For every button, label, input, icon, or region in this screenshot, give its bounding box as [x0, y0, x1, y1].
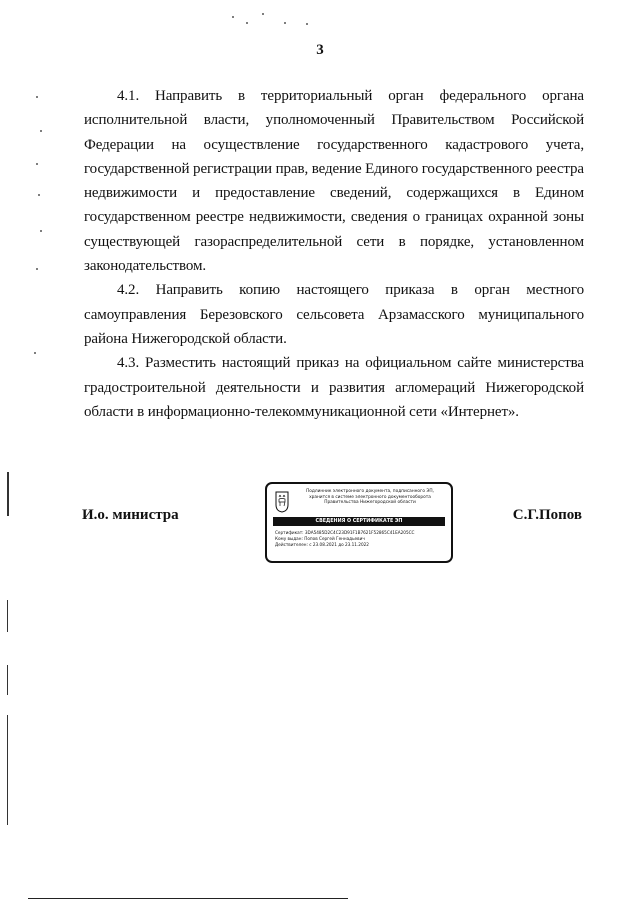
page-number: 3 [316, 42, 324, 58]
scan-margin-mark [7, 600, 8, 632]
electronic-signature-stamp [265, 482, 453, 563]
stamp-header-line: Правительства Нижегородской области [324, 500, 416, 506]
paragraph-4-1: 4.1. Направить в территориальный орган федерального органа исполнительной власти, уполномоченный Правительством Российской Федерации на осуществление государственного кадастрового учета, государственной регистрации прав, ведение Единого государственного реестра недвижимости и предоставление сведений, содержащихся в Едином государственном реестре недвижимости, сведения о границах охранной зоны существующей газораспределительной сети в порядке, установленном законодательством. [84, 88, 584, 275]
order-body [84, 84, 584, 424]
stamp-header-line: хранится в системе электронного документооборота [309, 494, 431, 500]
stamp-certificate: Сертификат: 3DA5485D2C4C23D91F1B7621F52865C41EA205CC [275, 530, 415, 535]
stamp-banner: СВЕДЕНИЯ О СЕРТИФИКАТЕ ЭП [273, 517, 445, 526]
stamp-validity: Действителен: с 23.08.2021 до 23.11.2022 [275, 542, 369, 547]
paragraph-4-2: 4.2. Направить копию настоящего приказа в орган местного самоуправления Березовского сельсовета Арзамасского муниципального района Нижегородской области. [84, 282, 584, 347]
signature-block [82, 480, 582, 570]
signatory-name: С.Г.Попов [512, 507, 582, 523]
stamp-details [275, 530, 447, 548]
stamp-header [291, 489, 449, 506]
signatory-title: И.о. министра [82, 507, 179, 523]
nizhny-novgorod-deer-emblem-icon [275, 491, 289, 513]
scan-margin-mark [7, 715, 8, 825]
bottom-rule [28, 898, 348, 899]
scan-margin-mark [7, 472, 9, 516]
stamp-header-line: Подлинник электронного документа, подписанного ЭП, [306, 489, 434, 494]
scan-margin-mark [7, 665, 8, 695]
stamp-issued-to: Кому выдан: Попов Сергей Геннадьевич [275, 536, 365, 541]
paragraph-4-3: 4.3. Разместить настоящий приказ на официальном сайте министерства градостроительной деятельности и развития агломераций Нижегородской области в информационно-телекоммуникационной сети «Интернет». [84, 355, 584, 420]
